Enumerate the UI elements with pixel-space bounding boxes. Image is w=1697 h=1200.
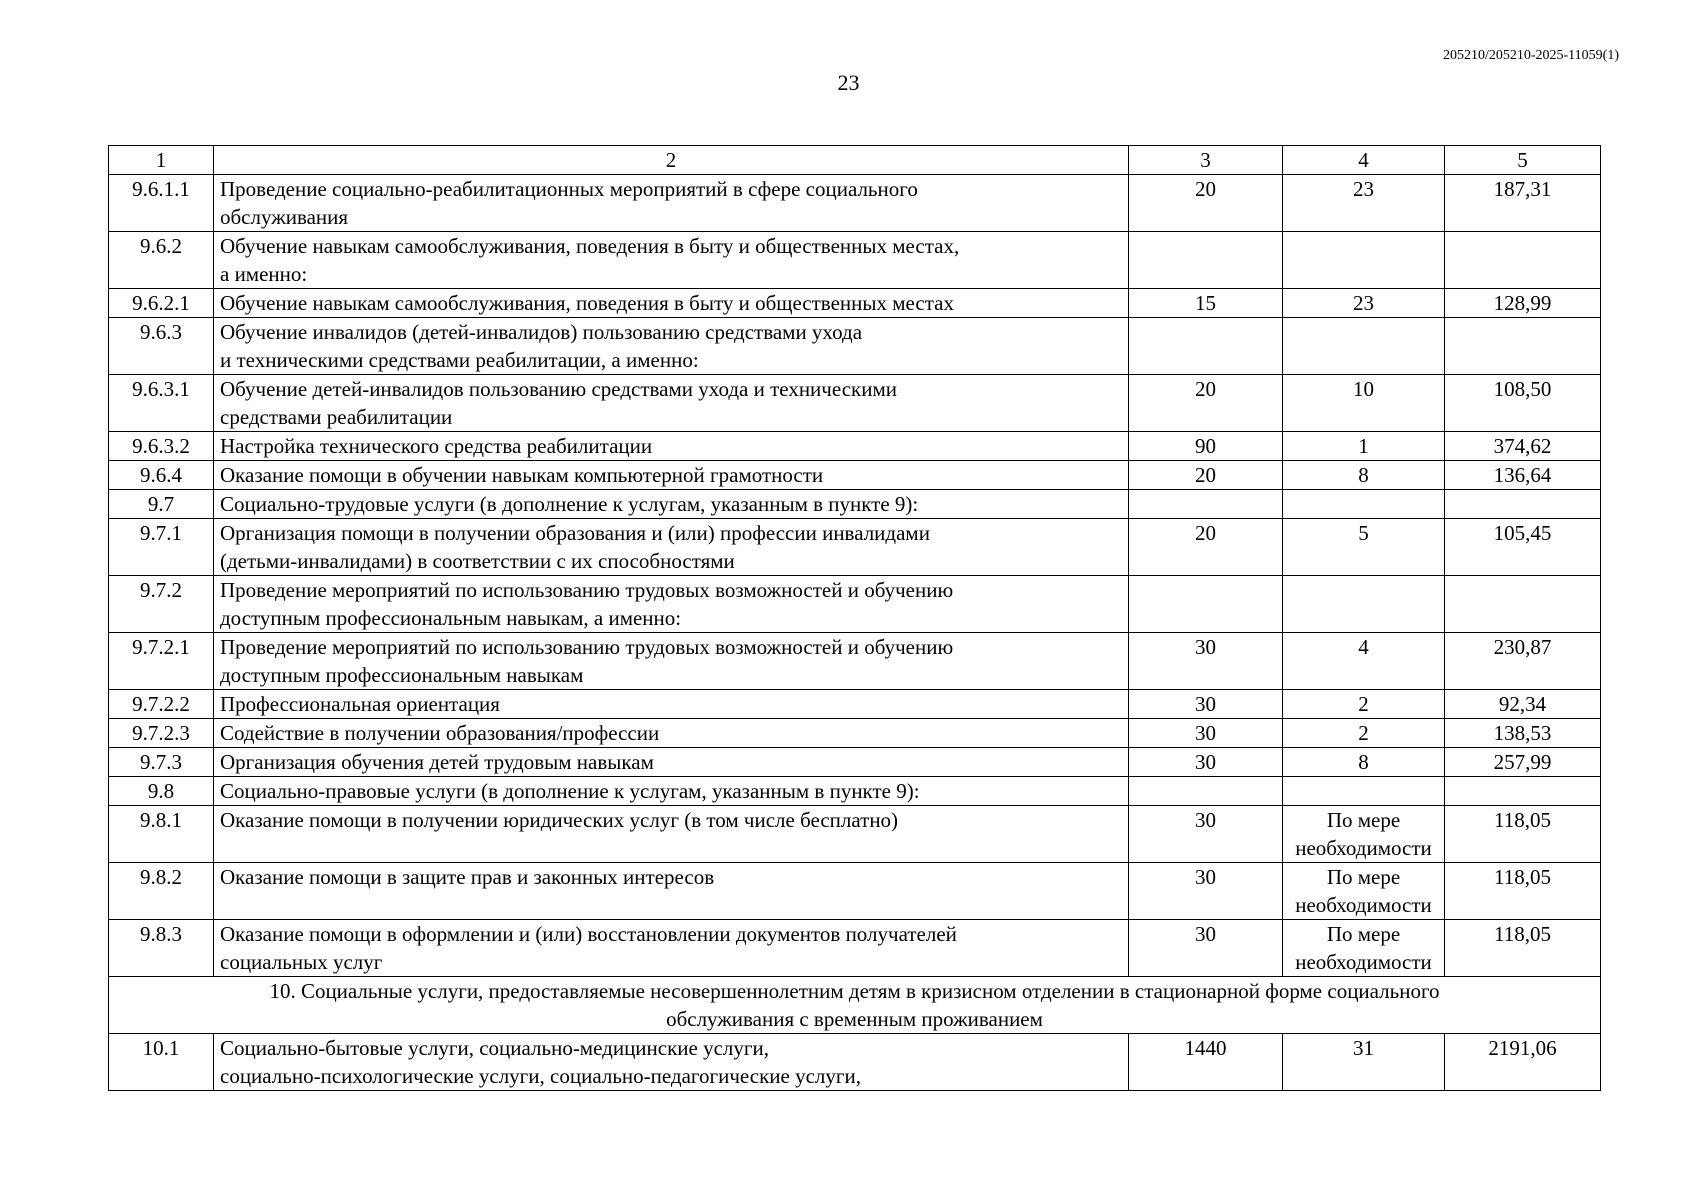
service-name-line: Оказание помощи в оформлении и (или) восстановлении документов получателей xyxy=(220,922,957,946)
service-code: 9.6.4 xyxy=(109,461,214,490)
service-name xyxy=(214,633,1129,690)
service-name xyxy=(214,748,1129,777)
service-code: 9.8.1 xyxy=(109,806,214,863)
table-row xyxy=(109,432,1601,461)
frequency-line xyxy=(1289,318,1438,346)
time-norm: 20 xyxy=(1129,461,1283,490)
time-norm: 90 xyxy=(1129,432,1283,461)
table-row xyxy=(109,806,1601,863)
table-row xyxy=(109,461,1601,490)
service-name xyxy=(214,777,1129,806)
service-name-line: а именно: xyxy=(220,262,308,286)
service-code: 9.6.1.1 xyxy=(109,175,214,232)
table-row xyxy=(109,690,1601,719)
time-norm: 30 xyxy=(1129,633,1283,690)
frequency xyxy=(1283,633,1445,690)
frequency-line: необходимости xyxy=(1295,950,1432,974)
service-name xyxy=(214,719,1129,748)
service-code: 9.6.3 xyxy=(109,318,214,375)
table-row xyxy=(109,777,1601,806)
service-name xyxy=(214,375,1129,432)
service-name-line: Социально-трудовые услуги (в дополнение к услугам, указанным в пункте 9): xyxy=(220,492,919,516)
service-name xyxy=(214,175,1129,232)
section-title-line: 10. Социальные услуги, предоставляемые несовершеннолетним детям в кризисном отделении в стационарной форме социального xyxy=(269,979,1440,1003)
table-row xyxy=(109,232,1601,289)
time-norm xyxy=(1129,232,1283,289)
time-norm: 30 xyxy=(1129,806,1283,863)
column-number: 1 xyxy=(109,146,214,175)
frequency xyxy=(1283,719,1445,748)
frequency-line: 23 xyxy=(1353,291,1374,315)
table-body xyxy=(109,175,1601,1091)
tariff xyxy=(1445,318,1601,375)
service-name-line: Настройка технического средства реабилитации xyxy=(220,434,653,458)
column-number: 2 xyxy=(214,146,1129,175)
service-name-line: Обучение инвалидов (детей-инвалидов) пользованию средствами ухода xyxy=(220,320,863,344)
frequency xyxy=(1283,232,1445,289)
service-name xyxy=(214,318,1129,375)
service-code: 9.7 xyxy=(109,490,214,519)
tariff: 2191,06 xyxy=(1445,1034,1601,1091)
frequency xyxy=(1283,375,1445,432)
time-norm: 15 xyxy=(1129,289,1283,318)
column-number: 5 xyxy=(1445,146,1601,175)
time-norm: 30 xyxy=(1129,863,1283,920)
service-name-line: доступным профессиональным навыкам xyxy=(220,663,584,687)
tariff: 187,31 xyxy=(1445,175,1601,232)
table-row xyxy=(109,490,1601,519)
service-name xyxy=(214,490,1129,519)
frequency-line xyxy=(1289,777,1438,805)
tariff: 138,53 xyxy=(1445,719,1601,748)
table-row xyxy=(109,920,1601,977)
service-code: 9.8 xyxy=(109,777,214,806)
service-name-line: Социально-бытовые услуги, социально-медицинские услуги, xyxy=(220,1036,770,1060)
frequency xyxy=(1283,748,1445,777)
time-norm xyxy=(1129,576,1283,633)
frequency-line: 8 xyxy=(1358,750,1369,774)
frequency-line xyxy=(1289,490,1438,518)
time-norm: 30 xyxy=(1129,719,1283,748)
service-name-line: Обучение навыкам самообслуживания, поведения в быту и общественных местах xyxy=(220,291,954,315)
service-name xyxy=(214,806,1129,863)
service-name xyxy=(214,1034,1129,1091)
service-name xyxy=(214,232,1129,289)
service-code: 9.7.2.1 xyxy=(109,633,214,690)
table-row xyxy=(109,748,1601,777)
frequency-line: 2 xyxy=(1358,721,1369,745)
table-row xyxy=(109,175,1601,232)
table-row xyxy=(109,633,1601,690)
table-row xyxy=(109,289,1601,318)
service-name-line: Проведение мероприятий по использованию трудовых возможностей и обучению xyxy=(220,578,954,602)
frequency-line: 8 xyxy=(1358,463,1369,487)
section-title xyxy=(109,977,1601,1034)
service-code: 9.6.2.1 xyxy=(109,289,214,318)
tariff xyxy=(1445,576,1601,633)
tariff: 230,87 xyxy=(1445,633,1601,690)
service-name-line: Организация помощи в получении образования и (или) профессии инвалидами xyxy=(220,521,930,545)
service-name-line: доступным профессиональным навыкам, а именно: xyxy=(220,606,682,630)
frequency-line: По мере xyxy=(1326,865,1401,889)
tariff xyxy=(1445,490,1601,519)
frequency-line: 5 xyxy=(1358,521,1369,545)
time-norm: 20 xyxy=(1129,175,1283,232)
tariff: 118,05 xyxy=(1445,863,1601,920)
frequency xyxy=(1283,777,1445,806)
table-row xyxy=(109,719,1601,748)
time-norm xyxy=(1129,777,1283,806)
service-code: 9.6.3.2 xyxy=(109,432,214,461)
frequency xyxy=(1283,461,1445,490)
section-header-row xyxy=(109,977,1601,1034)
time-norm xyxy=(1129,490,1283,519)
service-name-line: Организация обучения детей трудовым навыкам xyxy=(220,750,654,774)
time-norm: 1440 xyxy=(1129,1034,1283,1091)
frequency-line xyxy=(1289,232,1438,260)
service-name-line: обслуживания xyxy=(220,205,349,229)
table-row xyxy=(109,1034,1601,1091)
section-title-line: обслуживания с временным проживанием xyxy=(666,1007,1043,1031)
table-row xyxy=(109,863,1601,920)
frequency xyxy=(1283,863,1445,920)
tariff: 118,05 xyxy=(1445,920,1601,977)
table-row xyxy=(109,519,1601,576)
column-number: 4 xyxy=(1283,146,1445,175)
page-number: 23 xyxy=(837,70,860,95)
frequency xyxy=(1283,576,1445,633)
time-norm: 30 xyxy=(1129,920,1283,977)
tariff: 108,50 xyxy=(1445,375,1601,432)
service-name xyxy=(214,576,1129,633)
service-name xyxy=(214,690,1129,719)
service-name-line: Оказание помощи в защите прав и законных интересов xyxy=(220,865,715,889)
tariff: 92,34 xyxy=(1445,690,1601,719)
service-name xyxy=(214,432,1129,461)
table-row xyxy=(109,318,1601,375)
frequency-line: 31 xyxy=(1353,1036,1374,1060)
service-name xyxy=(214,920,1129,977)
table-row xyxy=(109,375,1601,432)
frequency xyxy=(1283,318,1445,375)
time-norm: 30 xyxy=(1129,690,1283,719)
document-id: 205210/205210-2025-11059(1) xyxy=(1442,48,1619,63)
tariff: 128,99 xyxy=(1445,289,1601,318)
frequency xyxy=(1283,519,1445,576)
service-name-line: (детьми-инвалидами) в соответствии с их способностями xyxy=(220,549,735,573)
frequency-line: 4 xyxy=(1358,635,1369,659)
service-name-line: средствами реабилитации xyxy=(220,405,453,429)
service-code: 9.7.2.3 xyxy=(109,719,214,748)
service-code: 9.7.1 xyxy=(109,519,214,576)
time-norm: 30 xyxy=(1129,748,1283,777)
service-name-line: Содействие в получении образования/профессии xyxy=(220,721,660,745)
service-code: 10.1 xyxy=(109,1034,214,1091)
frequency-line: По мере xyxy=(1326,808,1401,832)
table-row xyxy=(109,576,1601,633)
frequency xyxy=(1283,490,1445,519)
tariff: 118,05 xyxy=(1445,806,1601,863)
frequency xyxy=(1283,1034,1445,1091)
service-code: 9.7.2.2 xyxy=(109,690,214,719)
service-name xyxy=(214,519,1129,576)
service-name-line: Обучение детей-инвалидов пользованию средствами ухода и техническими xyxy=(220,377,897,401)
service-name-line: социальных услуг xyxy=(220,950,383,974)
frequency xyxy=(1283,289,1445,318)
service-name-line: Обучение навыкам самообслуживания, поведения в быту и общественных местах, xyxy=(220,234,960,258)
service-code: 9.8.3 xyxy=(109,920,214,977)
frequency-line xyxy=(1289,576,1438,604)
service-name-line: и техническими средствами реабилитации, а именно: xyxy=(220,348,699,372)
service-name-line: Оказание помощи в получении юридических услуг (в том числе бесплатно) xyxy=(220,808,899,832)
frequency-line: 2 xyxy=(1358,692,1369,716)
frequency-line: По мере xyxy=(1326,922,1401,946)
tariff: 374,62 xyxy=(1445,432,1601,461)
frequency-line: 10 xyxy=(1353,377,1374,401)
time-norm: 20 xyxy=(1129,375,1283,432)
tariff: 257,99 xyxy=(1445,748,1601,777)
frequency xyxy=(1283,920,1445,977)
frequency xyxy=(1283,690,1445,719)
service-name-line: Оказание помощи в обучении навыкам компьютерной грамотности xyxy=(220,463,824,487)
service-name xyxy=(214,461,1129,490)
frequency-line: 1 xyxy=(1358,434,1369,458)
service-name xyxy=(214,863,1129,920)
frequency-line: необходимости xyxy=(1295,836,1432,860)
column-number-row xyxy=(109,146,1601,175)
frequency xyxy=(1283,432,1445,461)
service-code: 9.7.3 xyxy=(109,748,214,777)
service-name-line: социально-психологические услуги, социально-педагогические услуги, xyxy=(220,1064,861,1088)
services-table xyxy=(108,145,1601,1091)
service-name-line: Социально-правовые услуги (в дополнение к услугам, указанным в пункте 9): xyxy=(220,779,920,803)
tariff: 105,45 xyxy=(1445,519,1601,576)
service-name-line: Профессиональная ориентация xyxy=(220,692,500,716)
service-name-line: Проведение мероприятий по использованию трудовых возможностей и обучению xyxy=(220,635,954,659)
service-code: 9.6.2 xyxy=(109,232,214,289)
service-name-line: Проведение социально-реабилитационных мероприятий в сфере социального xyxy=(220,177,918,201)
service-name xyxy=(214,289,1129,318)
time-norm xyxy=(1129,318,1283,375)
service-code: 9.8.2 xyxy=(109,863,214,920)
tariff xyxy=(1445,232,1601,289)
frequency-line: 23 xyxy=(1353,177,1374,201)
frequency-line: необходимости xyxy=(1295,893,1432,917)
column-number: 3 xyxy=(1129,146,1283,175)
tariff: 136,64 xyxy=(1445,461,1601,490)
tariff xyxy=(1445,777,1601,806)
frequency xyxy=(1283,806,1445,863)
frequency xyxy=(1283,175,1445,232)
time-norm: 20 xyxy=(1129,519,1283,576)
service-code: 9.7.2 xyxy=(109,576,214,633)
service-code: 9.6.3.1 xyxy=(109,375,214,432)
